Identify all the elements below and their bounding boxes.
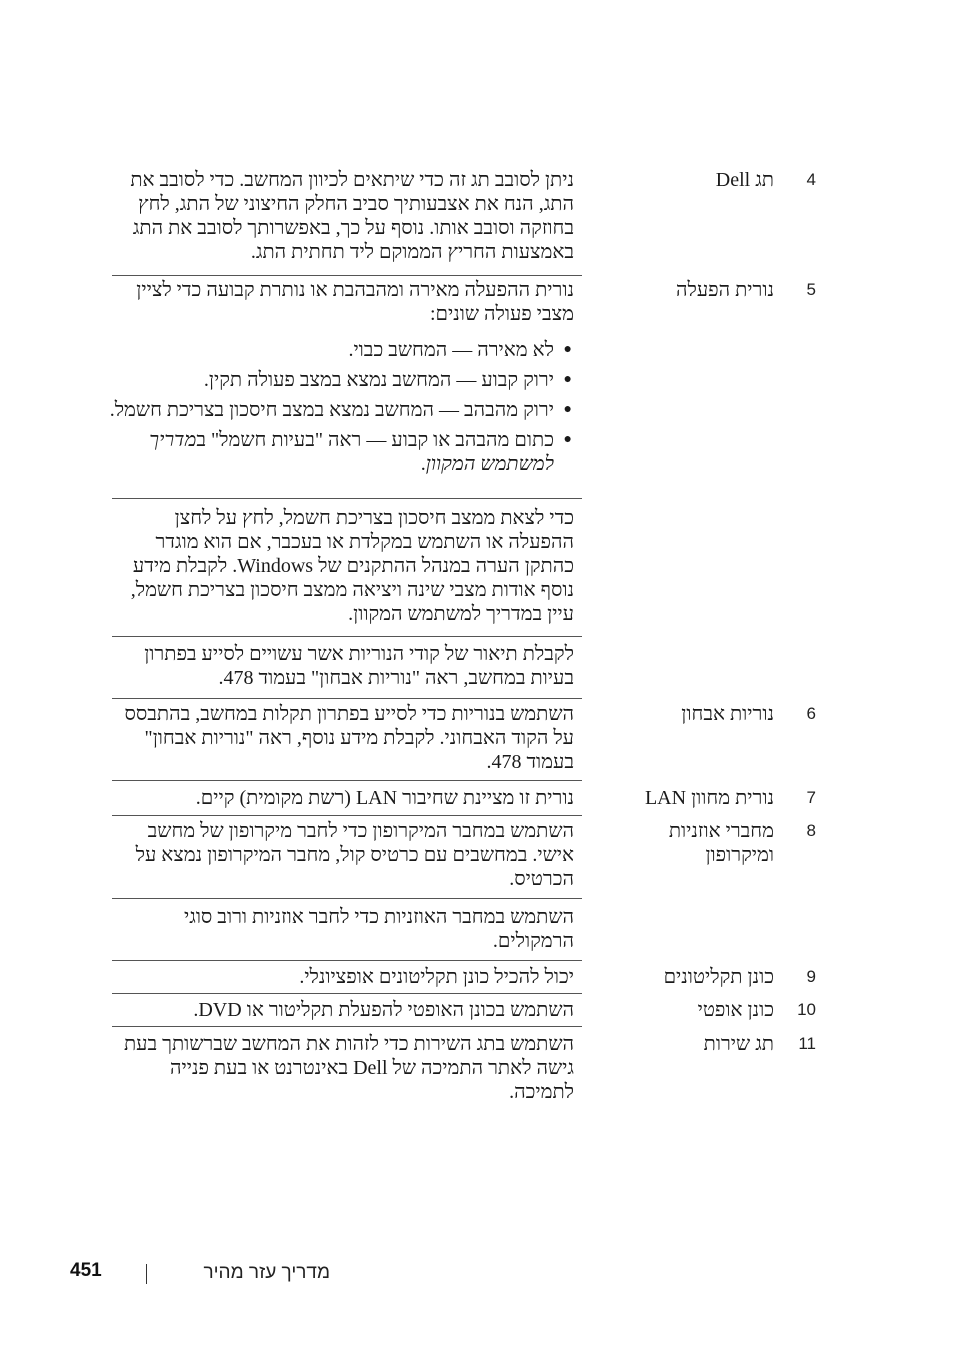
row-divider xyxy=(112,815,582,816)
row-divider xyxy=(112,698,582,699)
description-paragraph: כדי לצאת ממצב חיסכון בצריכת חשמל, לחץ על לחצן ההפעלה או השתמש במקלדת או בעכבר, אם הוא מוגדר כהתקן הערה במנהל ההתקנים של Windows. לקבלת מידע נוסף אודות מצבי שינה ויציאה ממצב חיסכון בצריכת חשמל, עיין במדריך למשתמש המקוון. xyxy=(130,507,574,625)
row-divider xyxy=(112,960,582,961)
row-description xyxy=(104,965,574,1001)
description-paragraph: השתמש בתג השירות כדי לזהות את המחשב שברשותך בעת גישה לאתר התמיכה של Dell באינטרנט או בעת פנייה לתמיכה. xyxy=(123,1033,574,1103)
row-description xyxy=(104,905,574,965)
row-description xyxy=(104,642,574,702)
row-divider xyxy=(112,780,582,781)
row-divider xyxy=(112,636,582,637)
row-divider xyxy=(112,498,582,499)
bullet-icon: ● xyxy=(563,402,572,417)
row-term: נורית מחוון LAN xyxy=(644,787,774,809)
description-paragraph: נורית ההפעלה מאירה ומהבהבת או נותרת קבועה כדי לציין מצבי פעולה שונים: xyxy=(136,279,574,325)
status-list xyxy=(104,338,574,476)
row-description xyxy=(104,998,574,1034)
description-paragraph: השתמש במחבר המיקרופון כדי לחבר מיקרופון של מחשב אישי. במחשבים עם כרטיס קול, מחבר המיקרופון נמצא על הכרטיס. xyxy=(135,820,574,890)
row-number: 11 xyxy=(798,1034,816,1053)
row-term: מחברי אוזניות ומיקרופון xyxy=(668,820,774,866)
footer-divider xyxy=(146,1264,147,1284)
row-number: 9 xyxy=(806,967,816,986)
row-term: כונן תקליטונים xyxy=(663,966,774,988)
page-number: 451 xyxy=(70,1260,102,1281)
row-divider xyxy=(112,1026,582,1027)
row-divider xyxy=(112,898,582,899)
bullet-icon: ● xyxy=(563,432,572,447)
bullet-icon: ● xyxy=(563,342,572,357)
row-description xyxy=(104,506,574,638)
row-divider xyxy=(112,275,582,276)
row-divider xyxy=(112,993,582,994)
description-paragraph: ניתן לסובב תג זה כדי שיתאים לכיוון המחשב. כדי לסובב את התג, הנח את אצבעותיך סביב החלק החיצוני של התג, לחץ בחוזקה וסובב אותו. נוסף על כך, באפשרותך לסובב את התג באמצעות החריץ הממוקם ליד תחתית התג. xyxy=(130,169,574,263)
footer-title: מדריך עזר מהיר xyxy=(203,1262,330,1283)
row-number: 10 xyxy=(797,1000,816,1019)
row-description xyxy=(104,702,574,786)
list-item: ● ירוק קבוע — המחשב נמצא במצב פעולה תקין. xyxy=(203,369,572,391)
row-number: 4 xyxy=(806,170,816,189)
description-paragraph: השתמש במחבר האוזניות כדי לחבר אוזניות ורוב סוגי הרמקולים. xyxy=(183,906,574,952)
row-number: 7 xyxy=(806,788,816,807)
row-description xyxy=(104,1032,574,1116)
bullet-icon: ● xyxy=(563,372,572,387)
manual-reference: מדריך למשתמש המקוון xyxy=(149,429,554,475)
list-item: ● לא מאירה — המחשב כבוי. xyxy=(348,339,572,361)
description-paragraph: השתמש בנוריות כדי לסייע בפתרון תקלות במחשב, בהתבסס על הקוד האבחוני. לקבלת מידע נוסף, ראה "נוריות אבחון" בעמוד 478. xyxy=(124,703,574,773)
row-term: תג Dell xyxy=(715,169,774,191)
description-paragraph: לקבלת תיאור של קודי הנוריות אשר עשויים לסייע בפתרון בעיות במחשב, ראה "נוריות אבחון" בעמוד 478. xyxy=(144,643,574,689)
row-term: כונן אופטי xyxy=(697,999,774,1021)
row-number: 6 xyxy=(806,704,816,723)
row-description xyxy=(104,819,574,903)
row-term: תג שירות xyxy=(703,1033,774,1055)
description-paragraph: נורית זו מציינת שחיבור LAN (רשת מקומית) קיים. xyxy=(195,787,574,809)
row-description xyxy=(104,786,574,822)
row-description xyxy=(104,168,574,276)
row-term: נורית הפעלה xyxy=(675,279,774,301)
row-number: 8 xyxy=(806,821,816,840)
row-description xyxy=(104,278,574,488)
list-item: ● כתום מהבהב או קבוע — ראה "בעיות חשמל" במדריך למשתמש המקוון. xyxy=(149,429,572,475)
description-paragraph: יכול להכיל כונן תקליטונים אופציונלי. xyxy=(299,966,574,988)
description-paragraph: השתמש בכונן האופטי להפעלת תקליטור או DVD. xyxy=(193,999,574,1021)
row-number: 5 xyxy=(806,280,816,299)
list-item: ● ירוק מהבהב — המחשב נמצא במצב חיסכון בצריכת חשמל. xyxy=(109,399,572,421)
row-term: נוריות אבחון xyxy=(681,703,774,725)
